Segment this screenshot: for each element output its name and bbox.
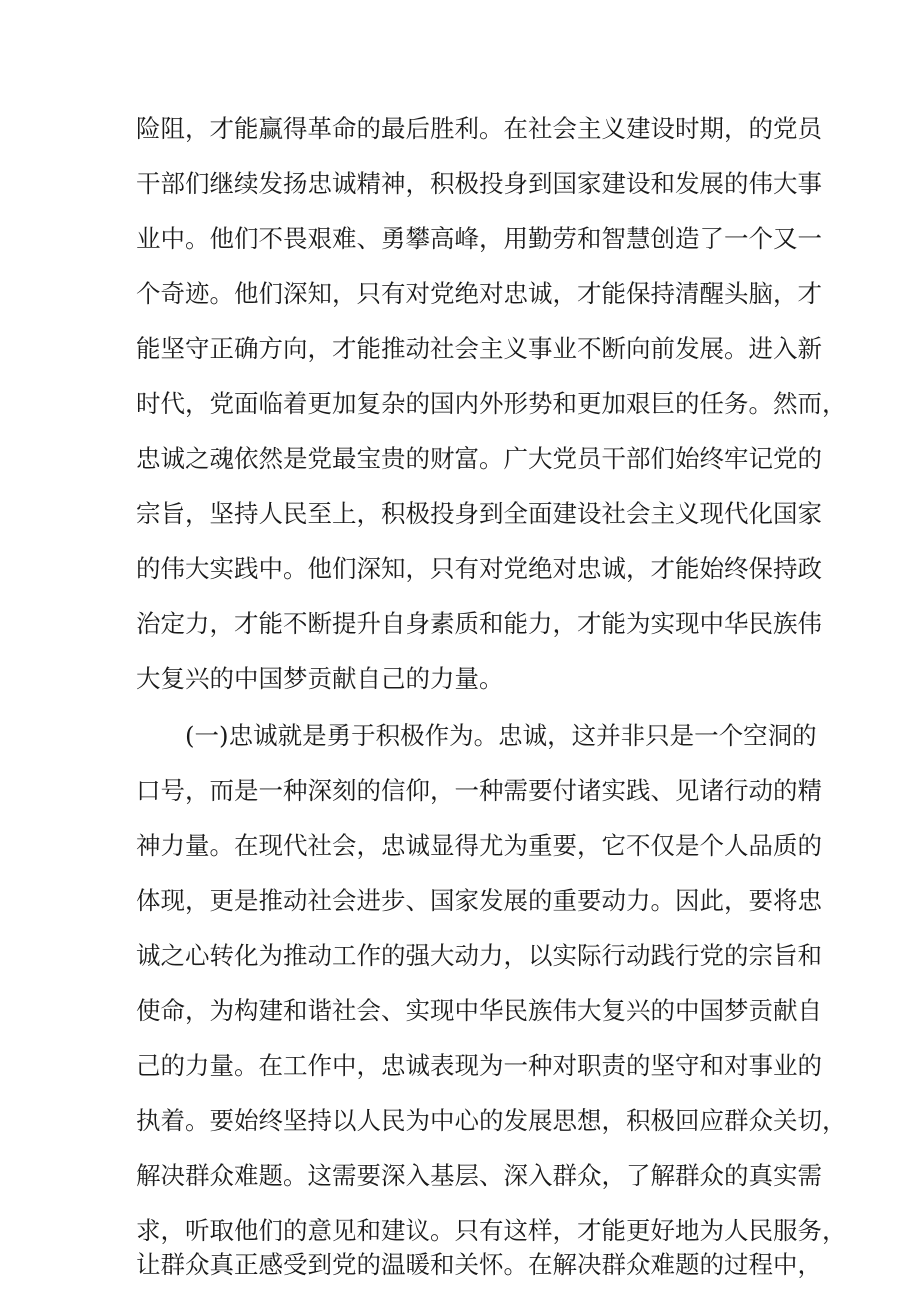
paragraph-2-line-8: 执着。要始终坚持以人民为中心的发展思想，积极回应群众关切， [136,1106,847,1135]
paragraph-1-line-8: 宗旨，坚持人民至上，积极投身到全面建设社会主义现代化国家 [136,499,822,528]
paragraph-1-line-2: 干部们继续发扬忠诚精神，积极投身到国家建设和发展的伟大事 [136,169,822,198]
paragraph-1-line-1: 险阻，才能赢得革命的最后胜利。在社会主义建设时期，的党员 [136,114,822,143]
paragraph-1-line-5: 能坚守正确方向，才能推动社会主义事业不断向前发展。进入新 [136,334,822,363]
paragraph-2-line-1: (一)忠诚就是勇于积极作为。忠诚，这并非只是一个空洞的 [185,721,817,750]
paragraph-2-line-6: 使命，为构建和谐社会、实现中华民族伟大复兴的中国梦贡献自 [136,996,822,1025]
paragraph-2-line-7: 己的力量。在工作中，忠诚表现为一种对职责的坚守和对事业的 [136,1051,822,1080]
paragraph-2-line-4: 体现，更是推动社会进步、国家发展的重要动力。因此，要将忠 [136,886,822,915]
paragraph-2-line-5: 诚之心转化为推动工作的强大动力，以实际行动践行党的宗旨和 [136,941,822,970]
paragraph-1-line-11: 大复兴的中国梦贡献自己的力量。 [136,664,504,693]
paragraph-2-line-10: 求，听取他们的意见和建议。只有这样，才能更好地为人民服务， [136,1216,847,1245]
paragraph-1-line-7: 忠诚之魂依然是党最宝贵的财富。广大党员干部们始终牢记党的 [136,444,822,473]
paragraph-1-line-10: 治定力，才能不断提升自身素质和能力，才能为实现中华民族伟 [136,609,822,638]
paragraph-2-line-3: 神力量。在现代社会，忠诚显得尤为重要，它不仅是个人品质的 [136,831,822,860]
paragraph-1-line-6: 时代，党面临着更加复杂的国内外形势和更加艰巨的任务。然而， [136,389,847,418]
paragraph-2-line-11: 让群众真正感受到党的温暖和关怀。在解决群众难题的过程中， [136,1250,822,1279]
paragraph-1-line-9: 的伟大实践中。他们深知，只有对党绝对忠诚，才能始终保持政 [136,554,822,583]
paragraph-1-line-4: 个奇迹。他们深知，只有对党绝对忠诚，才能保持清醒头脑，才 [136,279,822,308]
paragraph-2-line-9: 解决群众难题。这需要深入基层、深入群众，了解群众的真实需 [136,1161,822,1190]
paragraph-2-line-2: 口号，而是一种深刻的信仰，一种需要付诸实践、见诸行动的精 [136,776,822,805]
paragraph-1-line-3: 业中。他们不畏艰难、勇攀高峰，用勤劳和智慧创造了一个又一 [136,224,822,253]
